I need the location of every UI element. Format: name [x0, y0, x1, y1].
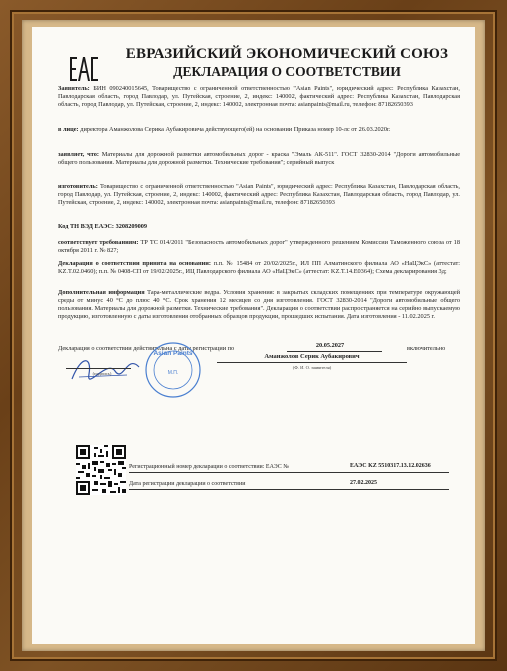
- title-union: ЕВРАЗИЙСКИЙ ЭКОНОМИЧЕСКИЙ СОЮЗ: [125, 46, 449, 62]
- declares-label: заявляет, что:: [58, 151, 99, 158]
- registration-date-label: Дата регистрации декларации о соответствии: [129, 481, 246, 487]
- applicant-name: Аманжолов Серик Аубакирович: [264, 353, 360, 360]
- basis-section: [58, 260, 460, 276]
- declares-text: Материалы для дорожной разметки автомобильных дорог - краска "Эмаль АК-511". ГОСТ 32830-2014 "Дороги автомобильные общего пользования. Материалы для дорожной разметки. Технические требования"; серийный выпуск: [58, 151, 460, 167]
- declares-section: [58, 151, 460, 167]
- applicant-section: [58, 85, 460, 109]
- additional-label: Дополнительная информация: [58, 289, 145, 296]
- declaration-document: [32, 27, 475, 644]
- registration-number-label: Регистрационный номер декларации о соответствии: ЕАЭС №: [129, 464, 289, 470]
- qr-code-icon: [76, 445, 126, 495]
- name-caption: (Ф. И. О. заявителя): [292, 365, 332, 370]
- tnved-label: Код ТН ВЭД ЕАЭС:: [58, 223, 115, 230]
- signature-line: [66, 368, 131, 369]
- manufacturer-label: изготовитель:: [58, 183, 98, 190]
- registration-date: 27.02.2025: [350, 480, 377, 486]
- stamp-text: Asian Paints: [153, 350, 193, 357]
- document-title: [102, 45, 472, 80]
- requirements-section: [58, 239, 460, 255]
- registration-number: ЕАЭС KZ 5510317.13.12.02636: [350, 463, 431, 469]
- registration-number-line: [129, 472, 449, 473]
- person-label: в лице:: [58, 126, 79, 133]
- signature-scribble-icon: [67, 349, 147, 389]
- person-text: директора Аманжолова Серика Аубакировича действующего(ей) на основании Приказа номер 10-лс от 26.03.2020г.: [80, 126, 391, 133]
- tnved-code: 3208209009: [115, 223, 148, 230]
- company-stamp-icon: [144, 341, 202, 399]
- validity-date-line: [287, 351, 382, 352]
- manufacturer-text: Товарищество с ограниченной ответственностью "Asian Paints", юридический адрес: Республика Казахстан, Павлодарская область, город Павлодар, ул. Путейская, строение, 2, индекс: 140002, фактический адрес: Республика Казахстан, Павлодарская область, город Павлодар, ул. Путейская, строение, 2, индекс: 140002, электронная почта: asianpaints@mail.ru, телефон: 87182650393: [58, 183, 460, 207]
- validity-text-right: включительно: [407, 345, 446, 352]
- basis-text: п.п. № 15484 от 20/02/2025г., ИЛ ПП Алматинского филиала АО «НаЦЭкС» (аттестат: KZ.T.02.0460); п.п. № 0408-СП от 19/02/2025г., ИЦ Павлодарского филиала АО «НаЦЭкС» (аттестат: KZ.T.14.E0364); Схема декларирования 3д;: [58, 260, 461, 276]
- requirements-text: ТР ТС 014/2011 "Безопасность автомобильных дорог" утвержденного решением Комиссии Таможенного союза от 18 октября 2011 г. № 827;: [58, 239, 460, 255]
- title-declaration: ДЕКЛАРАЦИЯ О СООТВЕТСТВИИ: [173, 64, 401, 79]
- applicant-text: БИН 090240015645, Товарищество с ограниченной ответственностью "Asian Paints", юридический адрес: Республика Казахстан, Павлодарская область, город Павлодар, ул. Путейская, строение, 2, индекс: 140002, фактический адрес: Республика Казахстан, Павлодарская область, город Павлодар, ул. Путейская, строение, 2, индекс: 140002, электронная почта: asianpaints@mail.ru, телефон: 87182650393: [58, 85, 460, 109]
- validity-date: 20.05.2027: [315, 342, 345, 349]
- person-section: [58, 126, 460, 134]
- additional-section: [58, 289, 460, 321]
- applicant-label: Заявитель:: [58, 85, 90, 92]
- additional-text: Тара-металлические ведра. Условия хранения: в закрытых складских помещениях при температуре окружающей среды от минус 40 °С до плюс 40 °С. Срок хранения 12 месяцев со дня изготовления. ГОСТ 32830-2014 "Дороги автомобильные общего пользования. Материалы для дорожной разметки. Технические требования". Декларация о соответствии распространяется на серийно выпускаемую продукцию, изготовленную с даты изготовления отобранных образцов продукции, прошедших испытания. Дата изготовления - 11.02.2025 г.: [58, 289, 460, 321]
- signature-caption: (подпись): [92, 371, 112, 376]
- basis-label: Декларация о соответствии принята на основании:: [58, 260, 211, 267]
- eac-logo-icon: [69, 54, 99, 84]
- validity-text-left: Декларация о соответствии действительна с даты регистрации по: [58, 345, 235, 352]
- stamp-mp: М.П.: [167, 370, 179, 376]
- tnved-section: [58, 223, 460, 231]
- requirements-label: соответствует требованиям:: [58, 239, 139, 246]
- manufacturer-section: [58, 183, 460, 207]
- name-line: [217, 362, 407, 363]
- registration-date-line: [129, 489, 449, 490]
